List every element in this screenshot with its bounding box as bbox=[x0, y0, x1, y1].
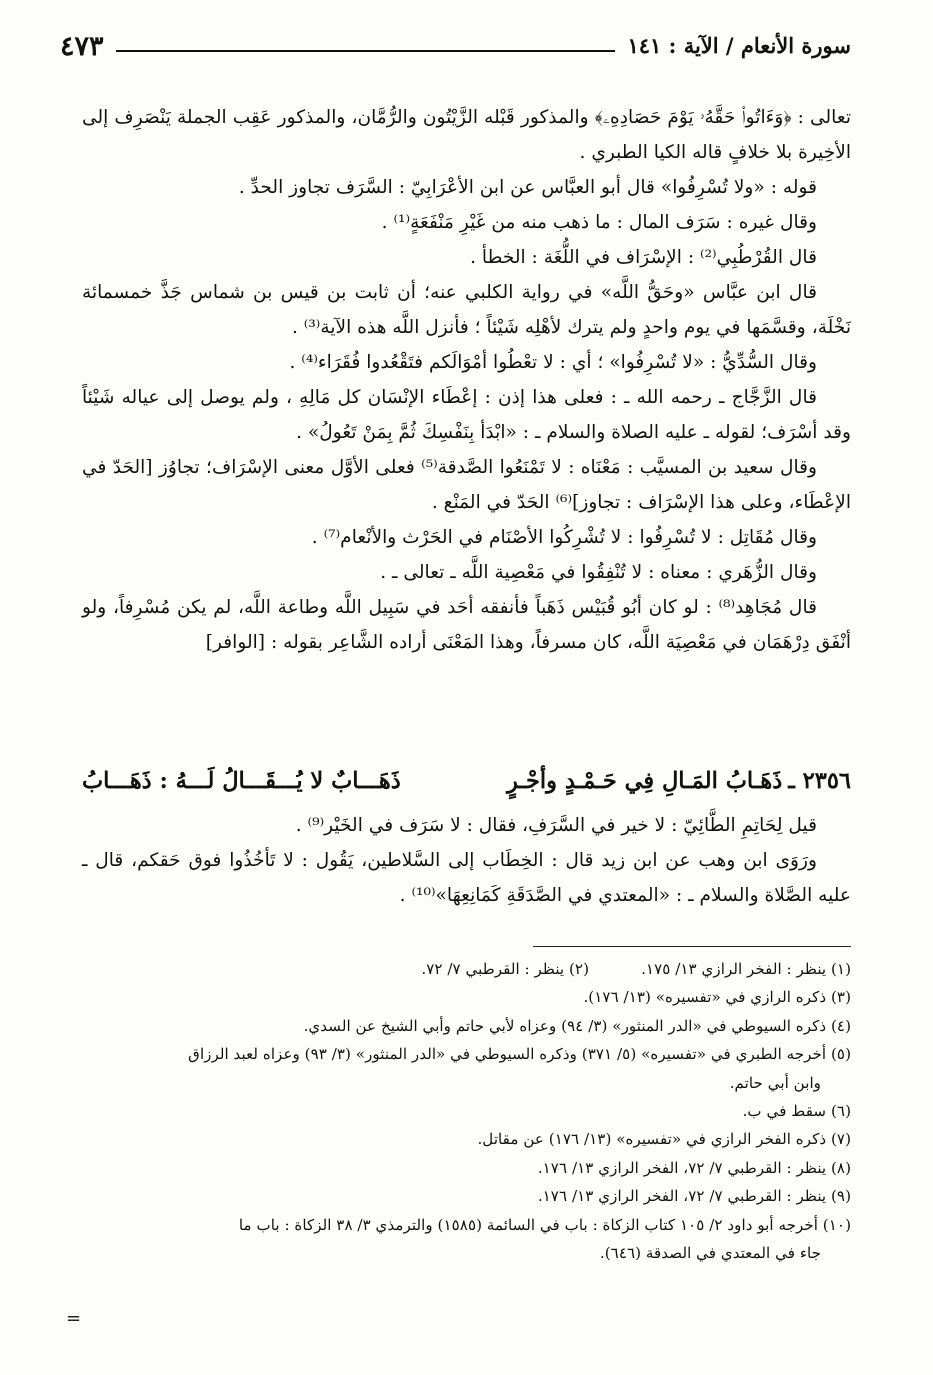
paragraph: قال الزَّجَّاج ـ رحمه الله ـ : فعلى هذا إذن : إعْطَاء الإنْسَان كل مَالِهِ ، ولم يوصل إلى عياله شَيْئاً وقد أسْرَف؛ لقوله ـ عليه الصلاة والسلام ـ : «ابْدَأ بِنَفْسِكَ ثُمَّ بِمَنْ تَعُولُ» . bbox=[82, 387, 851, 443]
page-header bbox=[60, 28, 851, 64]
footnote: (٩) ينظر : القرطبي ٧/ ٧٢، الفخر الرازي ١٣/ ١٧٦. bbox=[537, 1187, 851, 1206]
verse-number: ٢٣٥٦ ـ bbox=[788, 768, 851, 794]
paragraph: تعالى : ﴿وَءَاتُوا۟ حَقَّهُۥ يَوْمَ حَصَادِهِۦ﴾ والمذكور قَبْله الزَّيْتُون والرُّمَّان، والمذكور عَقِب الجملة يَنْصَرِف إلى الأخِيرة بلا خلافٍ قاله الكيا الطبري . bbox=[82, 107, 851, 163]
footnote-continuation: وابن أبي حاتم. bbox=[729, 1073, 821, 1092]
footnote-separator bbox=[533, 946, 851, 947]
footnote: (٧) ذكره الفخر الرازي في «تفسيره» (١٣/ ١٧٦) عن مقاتل. bbox=[477, 1130, 851, 1149]
footnote: (٨) ينظر : القرطبي ٧/ ٧٢، الفخر الرازي ١٣/ ١٧٦. bbox=[537, 1158, 851, 1177]
paragraph: ورَوَى ابن وهب عن ابن زيد قال : الخِطَاب إلى السَّلاطين، يَقُول : لا تَأخُذُوا فوق حَقكم، قال ـ عليه الصَّلاة والسلام ـ : «المعتدي في الصَّدَقَةِ كَمَانِعِهَا»⁽¹⁰⁾ . bbox=[82, 850, 851, 906]
running-title: سورة الأنعام / الآية : ١٤١ bbox=[627, 33, 851, 58]
footnote: (٦) سقط في ب. bbox=[742, 1102, 851, 1121]
footnote: (٢) ينظر : القرطبي ٧/ ٧٢. bbox=[421, 960, 589, 978]
paragraph: قال مُجَاهِد⁽⁸⁾ : لو كان أبُو قُبَيْس ذَهَباً فأنفقه أحَد في سَبِيل اللَّه وطاعة اللَّه، لم يكن مُسْرِفاً، ولو أنْفَق دِرْهَمَان في مَعْصِيَة اللَّه، كان مسرفاً، وهذا المَعْنَى أراده الشَّاعِر بقوله : [الوافر] bbox=[82, 597, 851, 653]
footnote: (٣) ذكره الرازي في «تفسيره» (١٣/ ١٧٦). bbox=[583, 988, 851, 1007]
paragraph: وقال غيره : سَرَف المال : ما ذهب منه من غَيْرِ مَنْفَعَةٍ⁽¹⁾ . bbox=[381, 212, 817, 233]
page-number: ٤٧٣ bbox=[60, 31, 104, 62]
paragraph: قيل لِحَاتِمِ الطَّائِيّ : لا خير في السَّرَفِ، فقال : لا سَرَف في الخَيْر⁽⁹⁾ . bbox=[295, 815, 817, 836]
margin-mark: = bbox=[66, 1308, 82, 1329]
poetry-verse bbox=[82, 768, 851, 794]
paragraph: وقال سعيد بن المسيَّب : مَعْنَاه : لا تَمْنَعُوا الصَّدقة⁽⁵⁾ فعلى الأوَّل معنى الإسْرَاف؛ تجاوُز [الحَدّ في الإعْطَاء، وعلى هذا الإسْرَاف : تجاوز]⁽⁶⁾ الحَدّ في المَنْع . bbox=[82, 457, 851, 513]
paragraph: قوله : «ولا تُسْرِفُوا» قال أبو العبَّاس عن ابن الأعْرَابِيّ : السَّرَف تجاوز الحدِّ . bbox=[238, 177, 817, 198]
footnote-continuation: جاء في المعتدي في الصدقة (٦٤٦). bbox=[599, 1244, 821, 1263]
paragraph: قال ابن عبَّاس «وحَقُّ اللَّه» في رواية الكلبي عنه؛ أن ثابت بن قيس بن شماس جَذَّ خمسمائة نَخْلَة، وقسَّمَها في يوم واحدٍ ولم يترك لأهْلِه شَيْئاً ؛ فأنزل اللَّه هذه الآية⁽³⁾ . bbox=[82, 282, 851, 338]
header-rule bbox=[116, 50, 616, 52]
verse-second-hemistich: ذَهَـــابٌ لا يُـــقَـــالُ لَـــهُ : ذَهَـــابُ bbox=[82, 768, 401, 794]
footnote-row bbox=[82, 955, 851, 983]
footnote: (٥) أخرجه الطبري في «تفسيره» (٥/ ٣٧١) وذكره السيوطي في «الدر المنثور» (٣/ ٩٣) وعزاه لعبد الرزاق bbox=[188, 1045, 851, 1064]
footnote: (٤) ذكره السيوطي في «الدر المنثور» (٣/ ٩٤) وعزاه لأبي حاتم وأبي الشيخ عن السدي. bbox=[303, 1016, 851, 1035]
paragraph: قال القُرْطُبِي⁽²⁾ : الإسْرَاف في اللُّغَة : الخطأ . bbox=[470, 247, 817, 268]
paragraph: وقال مُقَاتِل : لا تُسْرِفُوا : لا تُشْرِكُوا الأصْنَام في الحَرْث والأنْعام⁽⁷⁾ . bbox=[311, 527, 817, 548]
main-text bbox=[82, 100, 851, 660]
verse-first-hemistich: ذَهَـابُ المَـالِ فِي حَـمْـدٍ وأجْـرٍ bbox=[507, 768, 783, 794]
footnotes bbox=[82, 955, 851, 1267]
footnote: (١) ينظر : الفخر الرازي ١٣/ ١٧٥. bbox=[641, 960, 851, 978]
main-text-continued bbox=[82, 808, 851, 913]
paragraph: وقال السُّدِّيُّ : «لا تُسْرِفُوا» ؛ أي : لا تعْطُوا أمْوَالَكم فتَقْعُدوا فُقَرَاء⁽⁴⁾ . bbox=[289, 352, 817, 373]
footnote: (١٠) أخرجه أبو داود ٢/ ١٠٥ كتاب الزكاة : باب في السائمة (١٥٨٥) والترمذي ٣/ ٣٨ الزكاة : باب ما bbox=[238, 1215, 851, 1234]
paragraph: وقال الزُّهَري : معناه : لا تُنْفِقُوا في مَعْصِية اللَّه ـ تعالى ـ . bbox=[380, 562, 817, 583]
